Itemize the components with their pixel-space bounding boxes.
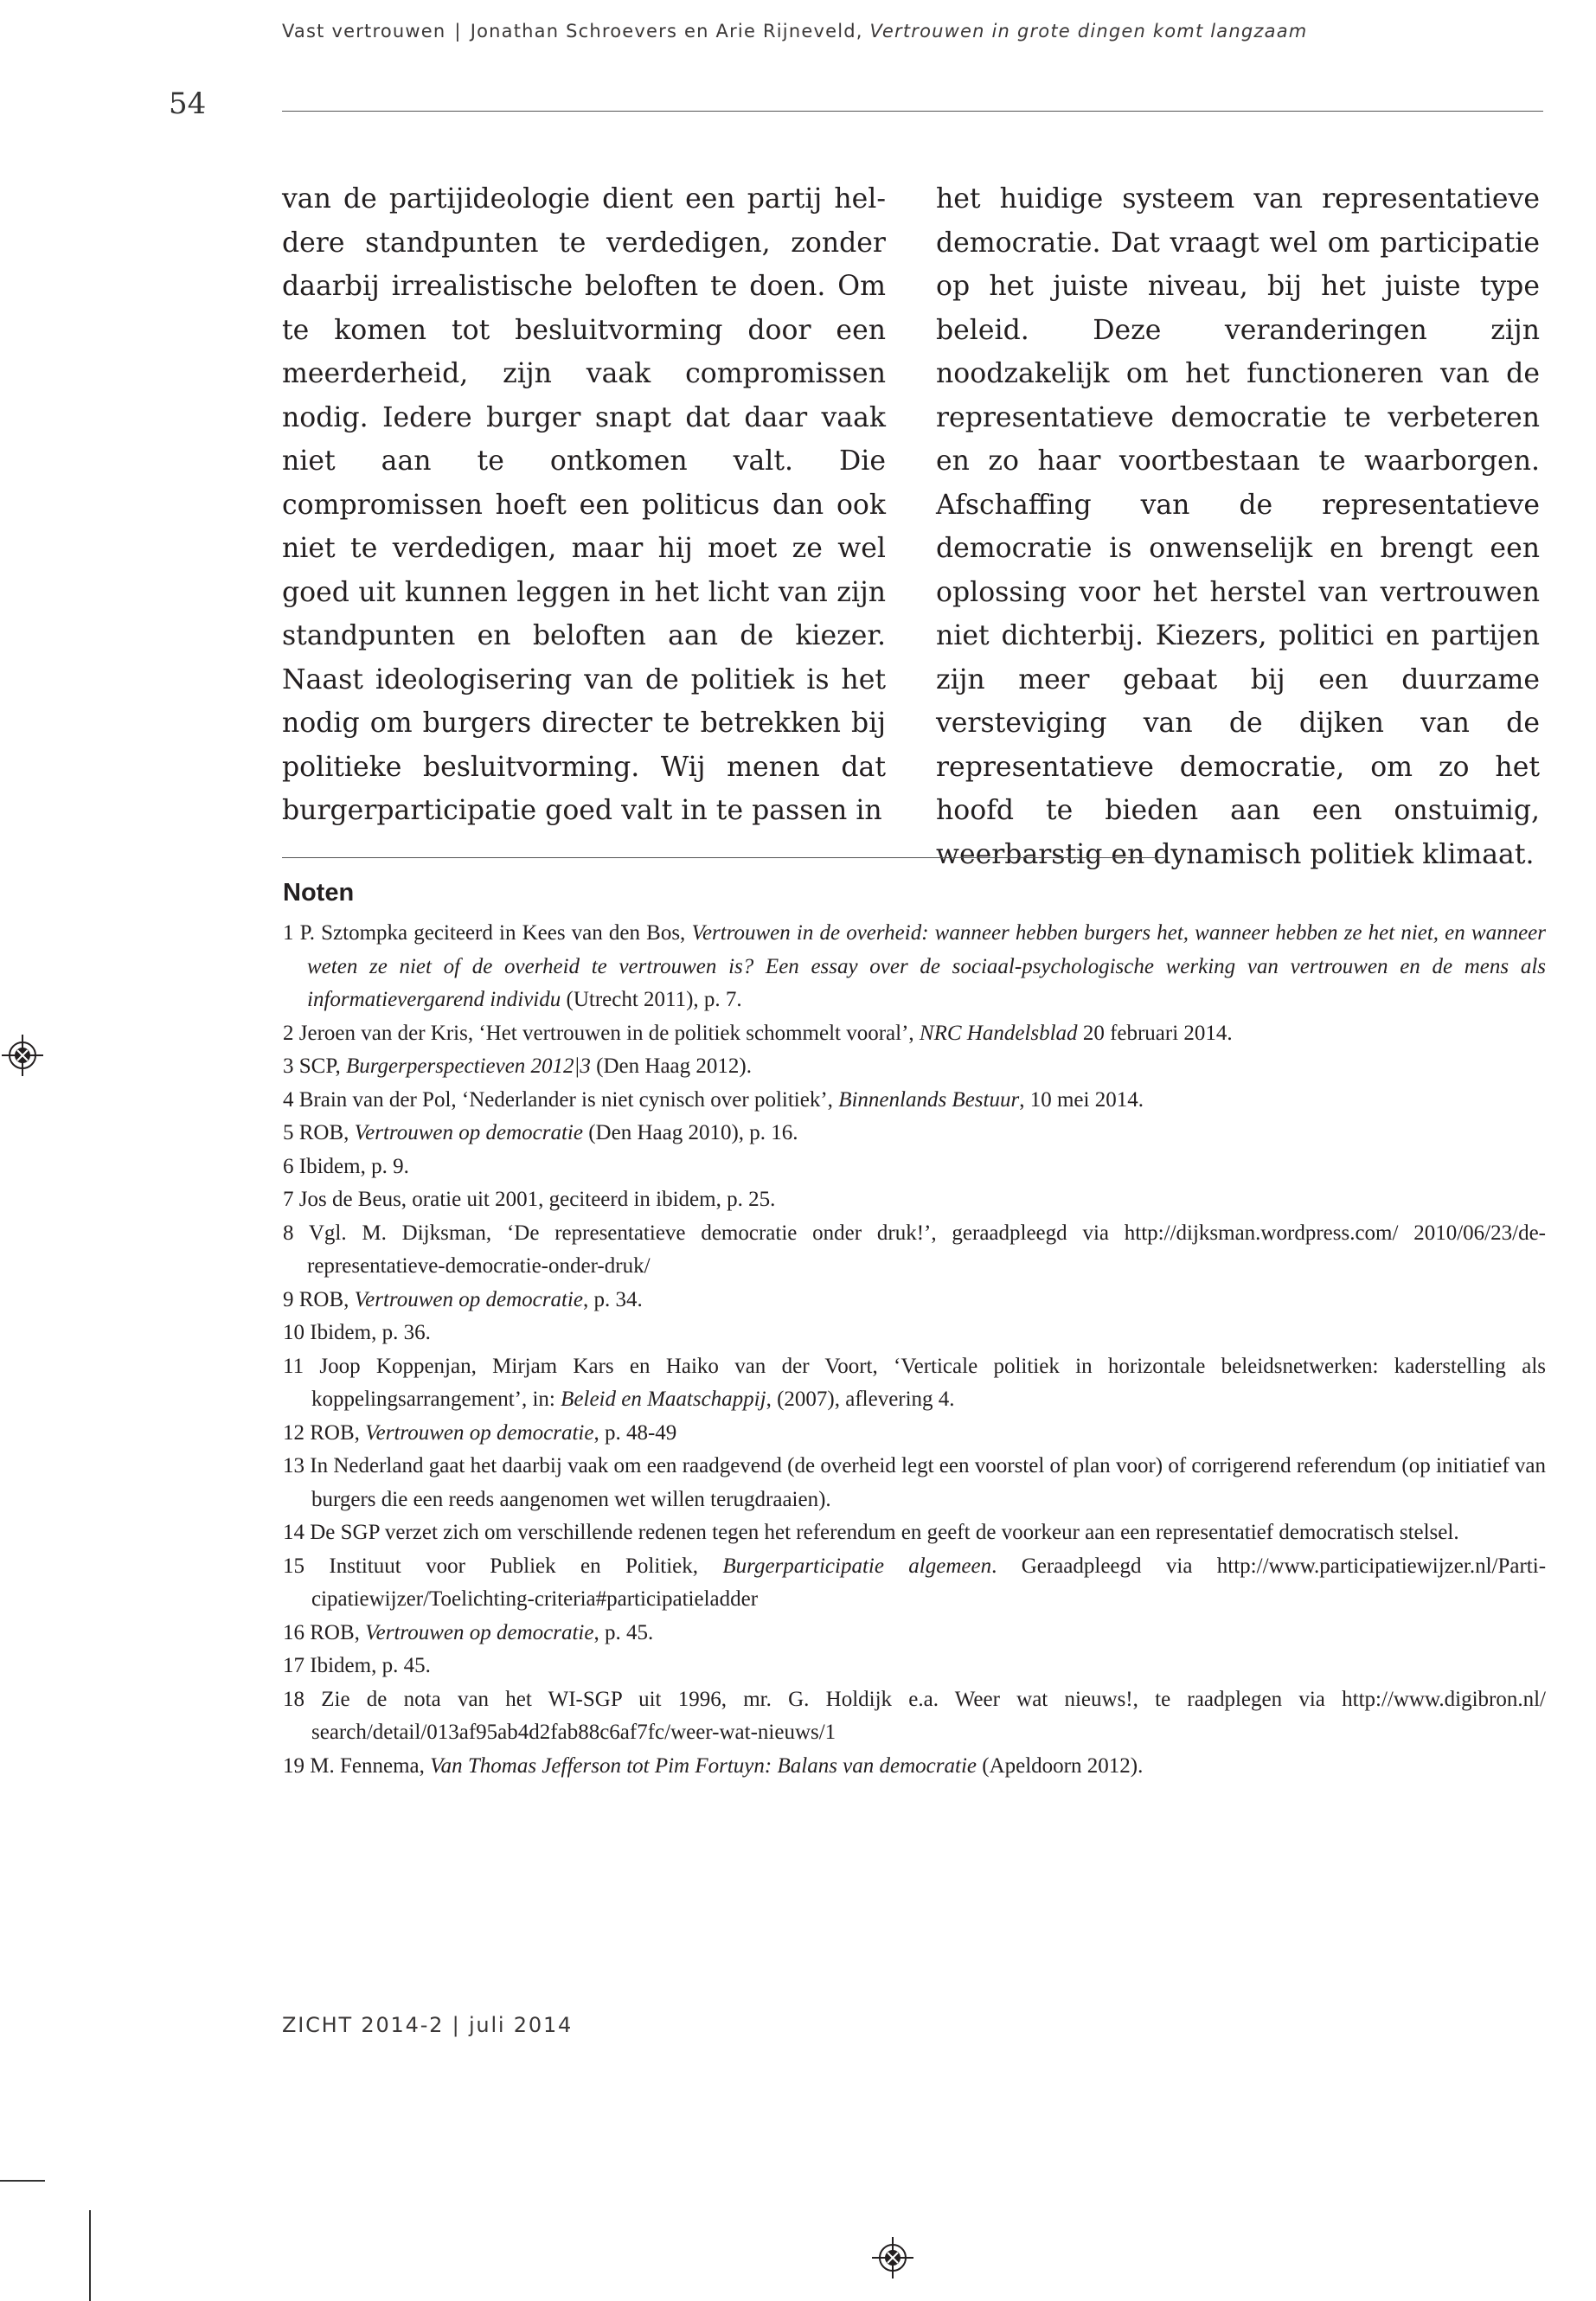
note-number: 18 xyxy=(283,1687,304,1711)
header-authors: Jonathan Schroevers en Arie Rijneveld, xyxy=(470,21,863,42)
note-item xyxy=(283,1617,1546,1650)
note-text-tail: , 10 mei 2014. xyxy=(1019,1087,1144,1112)
note-italic-title: Binnenlands Bestuur xyxy=(838,1087,1020,1112)
note-italic-title: Vertrouwen op democratie xyxy=(354,1287,583,1311)
note-item xyxy=(283,1450,1546,1516)
note-item xyxy=(283,1117,1546,1150)
note-text: ROB, xyxy=(298,1287,355,1311)
note-number: 3 xyxy=(283,1054,294,1078)
header-series: Vast vertrouwen xyxy=(282,21,446,42)
note-text-tail: , p. 34. xyxy=(582,1287,643,1311)
note-text-tail: , p. 48-49 xyxy=(593,1420,677,1445)
note-item xyxy=(283,1150,1546,1184)
crop-mark xyxy=(0,2180,45,2182)
note-text-tail: , (2007), aflevering 4. xyxy=(766,1388,955,1411)
notes-list xyxy=(283,917,1546,1783)
page-footer: ZICHT 2014-2 | juli 2014 xyxy=(282,2013,574,2037)
note-text-tail: . Geraadpleegd via http://www.participatiewijzer.nl/Participatiewijzer/Toelichting-criteria#participatieladder xyxy=(311,1554,1547,1611)
note-number: 9 xyxy=(283,1287,294,1311)
note-text: De SGP verzet zich om verschillende redenen tegen het referendum en geeft de voorkeur aan een representatief democratisch stelsel. xyxy=(310,1521,1459,1544)
note-number: 7 xyxy=(283,1188,294,1211)
note-italic-title: Beleid en Maatschappij xyxy=(561,1388,766,1411)
note-text-tail: , p. 45. xyxy=(593,1620,654,1644)
note-text: ROB, xyxy=(298,1121,355,1144)
note-number: 16 xyxy=(283,1620,304,1644)
note-italic-title: Vertrouwen op democratie xyxy=(354,1121,583,1144)
note-item xyxy=(283,1284,1546,1317)
note-number: 6 xyxy=(283,1154,294,1178)
note-text: SCP, xyxy=(298,1054,346,1078)
header-article-title: Vertrouwen in grote dingen komt langzaam xyxy=(869,21,1308,42)
note-item xyxy=(283,1050,1546,1084)
registration-target-icon xyxy=(2,1035,43,1076)
note-italic-title: Burgerperspectieven 2012|3 xyxy=(345,1054,591,1078)
note-text: Zie de nota van het WI-SGP uit 1996, mr. G. Holdijk e.a. Weer wat nieuws!, te raadplegen via http://www.digibron.nl/ search/detail/013af95ab4d2fab88c6af7fc/weer-wat-nieuws/1 xyxy=(311,1687,1546,1744)
note-text: M. Fennema, xyxy=(310,1753,431,1778)
note-item xyxy=(283,1650,1546,1683)
note-text-tail: 20 februari 2014. xyxy=(1077,1021,1233,1045)
notes-heading: Noten xyxy=(283,879,355,907)
note-text: Joop Koppenjan, Mirjam Kars en Haiko van der Voort, ‘Verticale politiek in horizontale beleidsnetwerken: kaderstelling als koppelingsarrangement’, in: xyxy=(311,1354,1546,1411)
note-text: In Nederland gaat het daarbij vaak om een raadgevend (de overheid legt een voorstel of plan voor) of corrigerend referendum (op initiatief van burgers die een reeds aangenomen wet willen terugdraaien). xyxy=(310,1454,1546,1511)
note-number: 2 xyxy=(283,1021,294,1045)
note-number: 12 xyxy=(283,1420,304,1445)
note-text: Vgl. M. Dijksman, ‘De representatieve democratie onder druk!’, geraadpleegd via http://dijksman.wordpress.com/ 2010/06/23/de-representatieve-democratie-onder-druk/ xyxy=(307,1221,1546,1278)
note-italic-title: Burgerparticipatie algemeen xyxy=(722,1554,992,1578)
body-column-right: het huidige systeem van representatieve democratie. Dat vraagt wel om participatie op het juiste niveau, bij het juiste type beleid. Deze veranderingen zijn noodzakelijk om het functioneren van de representatieve democratie te verbeteren en zo haar voortbestaan te waarborgen. Afschaffing van de representatieve democratie is onwenselijk en brengt een oplossing voor het herstel van vertrouwen niet dichterbij. Kiezers, politici en partijen zijn meer gebaat bij een duurzame versteviging van de dijken van de representatieve democratie, om zo het hoofd te bieden aan een onstuimig, weerbarstig en dynamisch politiek klimaat. xyxy=(936,183,1540,870)
note-number: 5 xyxy=(283,1121,294,1144)
note-number: 8 xyxy=(283,1221,294,1245)
note-text: P. Sztompka geciteerd in Kees van den Bos, xyxy=(299,921,692,945)
note-item xyxy=(283,1550,1546,1617)
note-text: Instituut voor Publiek en Politiek, xyxy=(329,1554,723,1578)
note-number: 17 xyxy=(283,1654,304,1677)
note-number: 14 xyxy=(283,1521,304,1544)
note-item xyxy=(283,1516,1546,1550)
note-text: Ibidem, p. 9. xyxy=(298,1154,409,1178)
note-number: 4 xyxy=(283,1087,294,1112)
note-text: Ibidem, p. 36. xyxy=(310,1321,431,1344)
note-number: 11 xyxy=(283,1354,304,1378)
note-item xyxy=(283,1350,1546,1417)
page-number: 54 xyxy=(169,87,207,121)
note-number: 13 xyxy=(283,1454,304,1477)
note-text: ROB, xyxy=(310,1620,366,1644)
note-number: 10 xyxy=(283,1321,304,1344)
note-item xyxy=(283,1217,1546,1284)
note-italic-title: NRC Handelsblad xyxy=(919,1021,1078,1045)
note-text: ROB, xyxy=(310,1420,366,1445)
note-item xyxy=(283,1683,1546,1750)
note-number: 1 xyxy=(283,921,294,945)
note-text: Jos de Beus, oratie uit 2001, geciteerd in ibidem, p. 25. xyxy=(298,1188,776,1211)
note-italic-title: Vertrouwen in de overheid: wanneer hebben burgers het, wanneer hebben ze het niet, en wanneer weten ze niet of de overheid te vertrouwen is? Een essay over de sociaal-psychologische werking van vertrouwen en de mens als informatievergarend individu xyxy=(307,921,1547,1011)
note-text: Brain van der Pol, ‘Nederlander is niet cynisch over politiek’, xyxy=(298,1087,839,1112)
note-italic-title: Vertrouwen op democratie xyxy=(365,1620,594,1644)
note-number: 19 xyxy=(283,1753,304,1778)
note-item xyxy=(283,1417,1546,1451)
note-item xyxy=(283,1017,1546,1051)
registration-target-icon xyxy=(872,2237,913,2279)
note-item xyxy=(283,1317,1546,1350)
header-rule xyxy=(282,111,1543,112)
note-text-tail: (Utrecht 2011), p. 7. xyxy=(561,988,742,1011)
body-column-left: van de partijideologie dient een partij heldere standpunten te verdedigen, zonder daarbij irrealistische beloften te doen. Om te komen tot besluitvorming door een meerderheid, zijn vaak compromissen nodig. Iedere burger snapt dat daar vaak niet aan te ontkomen valt. Die compromissen hoeft een politicus dan ook niet te verdedigen, maar hij moet ze wel goed uit kunnen leggen in het licht van zijn standpunten en beloften aan de kiezer. Naast ideologisering van de politiek is het nodig om burgers directer te betrekken bij politieke besluitvorming. Wij menen dat burgerparticipatie goed valt in te passen in xyxy=(282,183,886,826)
note-text-tail: (Apeldoorn 2012). xyxy=(977,1753,1144,1778)
running-header xyxy=(282,21,1545,42)
note-italic-title: Vertrouwen op democratie xyxy=(365,1420,594,1445)
note-item xyxy=(283,1750,1546,1784)
note-text-tail: (Den Haag 2010), p. 16. xyxy=(582,1121,798,1144)
crop-mark xyxy=(89,2210,91,2301)
note-text: Jeroen van der Kris, ‘Het vertrouwen in de politiek schommelt vooral’, xyxy=(298,1021,920,1045)
header-separator: | xyxy=(454,21,462,42)
note-item xyxy=(283,1084,1546,1118)
note-text: Ibidem, p. 45. xyxy=(310,1654,431,1677)
note-text-tail: (Den Haag 2012). xyxy=(590,1054,752,1078)
note-item xyxy=(283,917,1546,1017)
note-italic-title: Van Thomas Jefferson tot Pim Fortuyn: Balans van democratie xyxy=(430,1753,977,1778)
notes-divider xyxy=(282,857,1164,858)
note-item xyxy=(283,1183,1546,1217)
note-number: 15 xyxy=(283,1554,304,1578)
